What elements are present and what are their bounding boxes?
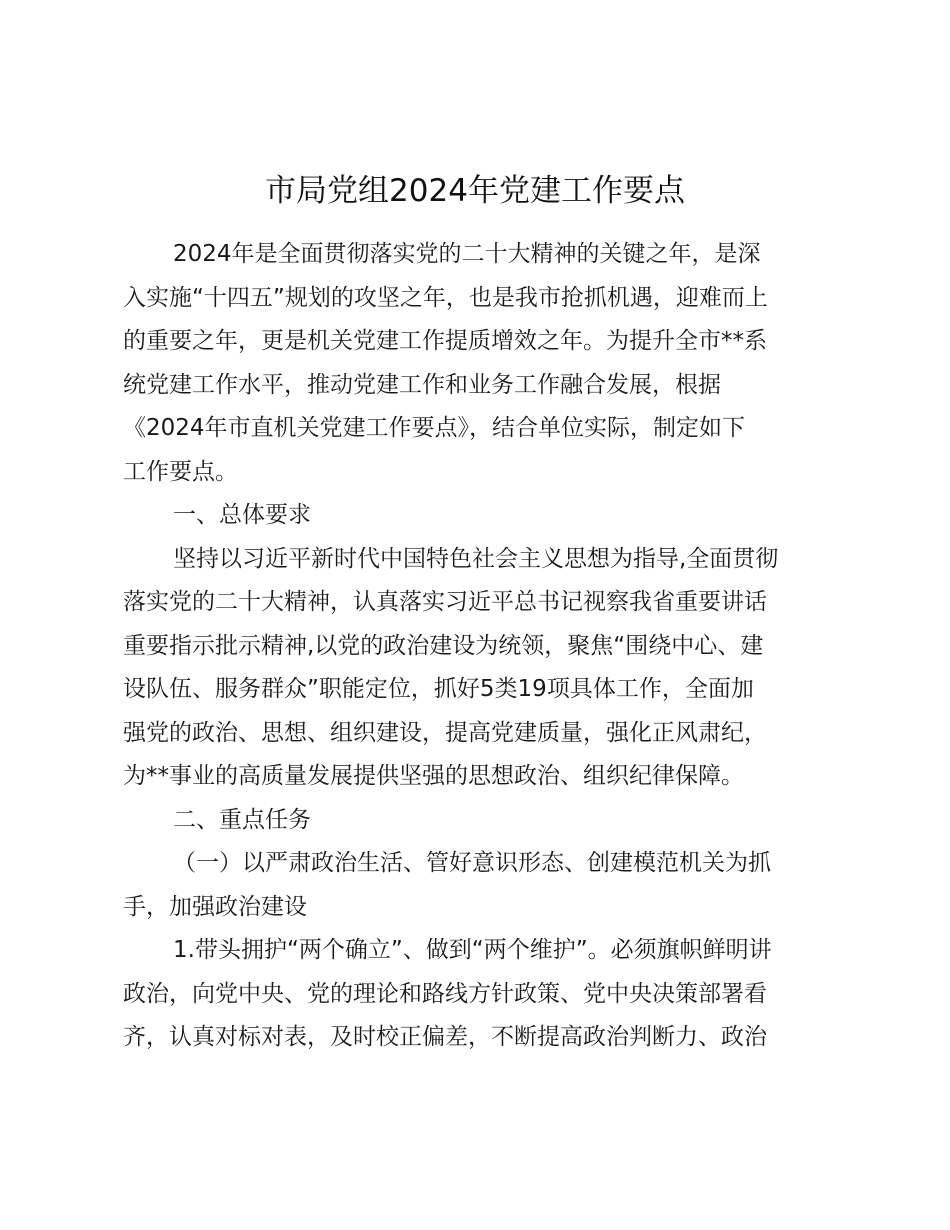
paragraph-requirements-line-3: 重要指示批示精神,以党的政治建设为统领，聚焦“围绕中心、建	[123, 632, 764, 659]
paragraph-requirements-line-4: 设队伍、服务群众”职能定位，抓好5类19项具体工作，全面加	[123, 676, 754, 702]
paragraph-requirements-line-5: 强党的政治、思想、组织建设，提高党建质量，强化正风肃纪，	[123, 719, 767, 746]
document-title: 市局党组2024年党建工作要点	[265, 173, 685, 209]
paragraph-intro-line-2: 入实施“十四五”规划的攻坚之年，也是我市抢抓机遇，迎难而上	[123, 284, 768, 311]
subsection-heading-line-1: （一）以严肃政治生活、管好意识形态、创建模范机关为抓	[173, 850, 771, 876]
paragraph-intro-line-6: 工作要点。	[123, 458, 238, 485]
section-heading-general-requirements: 一、总体要求	[173, 502, 311, 528]
document-body	[123, 233, 828, 1060]
subsection-heading-line-2: 手，加强政治建设	[123, 893, 307, 920]
paragraph-requirements-line-6: 为**事业的高质量发展提供坚强的思想政治、组织纪律保障。	[123, 763, 744, 789]
paragraph-requirements-line-2: 落实党的二十大精神，认真落实习近平总书记视察我省重要讲话	[123, 589, 767, 615]
paragraph-intro-line-3: 的重要之年，更是机关党建工作提质增效之年。为提升全市**系	[123, 328, 767, 354]
paragraph-item1-line-1: 1.带头拥护“两个确立”、做到“两个维护”。必须旗帜鲜明讲	[173, 937, 772, 963]
section-heading-key-tasks: 二、重点任务	[173, 806, 311, 833]
paragraph-intro-line-4: 统党建工作水平，推动党建工作和业务工作融合发展，根据	[123, 371, 721, 398]
paragraph-intro-line-1: 2024年是全面贯彻落实党的二十大精神的关键之年，是深	[173, 241, 761, 267]
paragraph-requirements-line-1: 坚持以习近平新时代中国特色社会主义思想为指导,全面贯彻	[173, 545, 779, 572]
paragraph-item1-line-3: 齐，认真对标对表，及时校正偏差，不断提高政治判断力、政治	[123, 1024, 767, 1050]
paragraph-item1-line-2: 政治，向党中央、党的理论和路线方针政策、党中央决策部署看	[123, 980, 767, 1007]
paragraph-intro-line-5: 《2024年市直机关党建工作要点》，结合单位实际，制定如下	[123, 415, 746, 441]
